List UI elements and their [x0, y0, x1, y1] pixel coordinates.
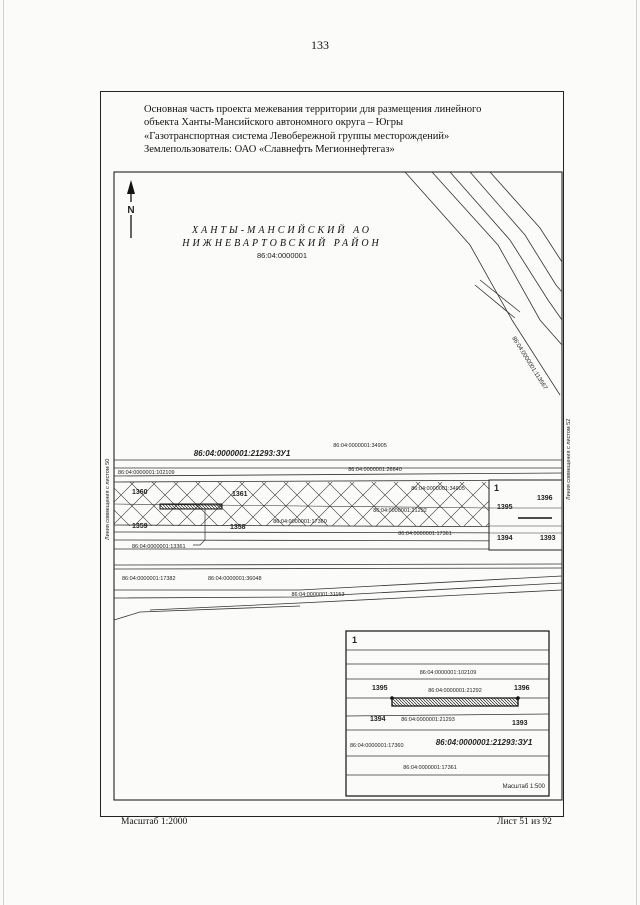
inset-label-17360: 86:04:0000001:17360 [350, 743, 404, 749]
parcel-label-17361: 86:04:0000001:17361 [398, 531, 452, 537]
header-line-1: Основная часть проекта межевания территории для размещения линейного [144, 104, 482, 115]
right-sheet-link: Линия совмещения с листом 52 [566, 418, 572, 500]
inset-point-1393: 1393 [512, 720, 528, 727]
parcel-label-34905-top: 86:04:0000001:34905 [333, 443, 387, 449]
point-1361: 1361 [232, 491, 248, 498]
point-1358: 1358 [230, 524, 246, 531]
parcel-label-102109: 86:04:0000001:102109 [118, 470, 175, 476]
inset-point-1396-marker [516, 696, 520, 700]
parcel-label-36048: 86:04:0000001:36048 [208, 576, 262, 582]
region-code: 86:04:0000001 [256, 251, 308, 260]
inset-new-parcel [392, 698, 518, 706]
diagonal-parcel-label: 86:04:0000001:113567 [510, 335, 548, 392]
point-1359: 1359 [132, 523, 148, 530]
header-line-3: «Газотранспортная система Левобережной группы месторождений» [144, 130, 450, 142]
parcel-label-34905: 86:04:0000001:34905 [411, 486, 465, 492]
inset-label-17361: 86:04:0000001:17361 [403, 765, 457, 771]
parcel-label-17382: 86:04:0000001:17382 [122, 576, 176, 582]
diagonal-corridor [405, 172, 562, 395]
point-1395: 1395 [497, 504, 513, 511]
parcel-label-17360: 86:04:0000001:17360 [273, 519, 327, 525]
inset-point-1394: 1394 [370, 716, 386, 723]
page-number: 133 [311, 38, 329, 52]
point-1396: 1396 [537, 495, 553, 502]
parcel-label-13361: 86:04:0000001:13361 [132, 544, 186, 550]
inset-marker: 1 [494, 483, 500, 493]
header-line-4: Землепользователь: ОАО «Славнефть Мегионнефтегаз» [144, 144, 395, 156]
inset-label-21293: 86:04:0000001:21293 [401, 717, 455, 723]
inset-scale: Масштаб 1:500 [502, 784, 545, 790]
north-label: N [127, 205, 135, 216]
inset-label-102109: 86:04:0000001:102109 [419, 670, 477, 676]
inset-point-1395-marker [390, 696, 394, 700]
point-1394: 1394 [497, 535, 513, 542]
point-1393: 1393 [540, 535, 556, 542]
footer-sheet-number: Лист 51 из 92 [497, 817, 552, 827]
new-parcel-label: 86:04:0000001:21293:ЗУ1 [193, 449, 291, 458]
inset-point-1396: 1396 [514, 685, 530, 692]
inset-point-1395: 1395 [372, 685, 388, 692]
region-name: ХАНТЫ-МАНСИЙСКИЙ АО [191, 225, 373, 236]
inset-new-parcel-label: 86:04:0000001:21293:ЗУ1 [435, 738, 533, 747]
inset-number: 1 [352, 635, 358, 645]
inset-frame [346, 631, 549, 796]
parcel-label-26640: 86:04:0000001:26640 [348, 467, 402, 473]
parcel-label-31153: 86:04:0000001:31153 [291, 592, 345, 598]
header-line-2: объекта Ханты-Мансийского автономного округа – Югры [144, 117, 404, 129]
district-name: НИЖНЕВАРТОВСКИЙ РАЙОН [182, 238, 382, 249]
parcel-label-21292: 86:04:0000001:21292 [373, 508, 427, 514]
new-parcel-strip [160, 504, 222, 509]
inset-label-21292: 86:04:0000001:21292 [428, 688, 482, 694]
point-1360: 1360 [132, 489, 148, 496]
footer-scale: Масштаб 1:2000 [121, 817, 188, 827]
left-sheet-link: Линия совмещения с листом 50 [105, 458, 111, 540]
